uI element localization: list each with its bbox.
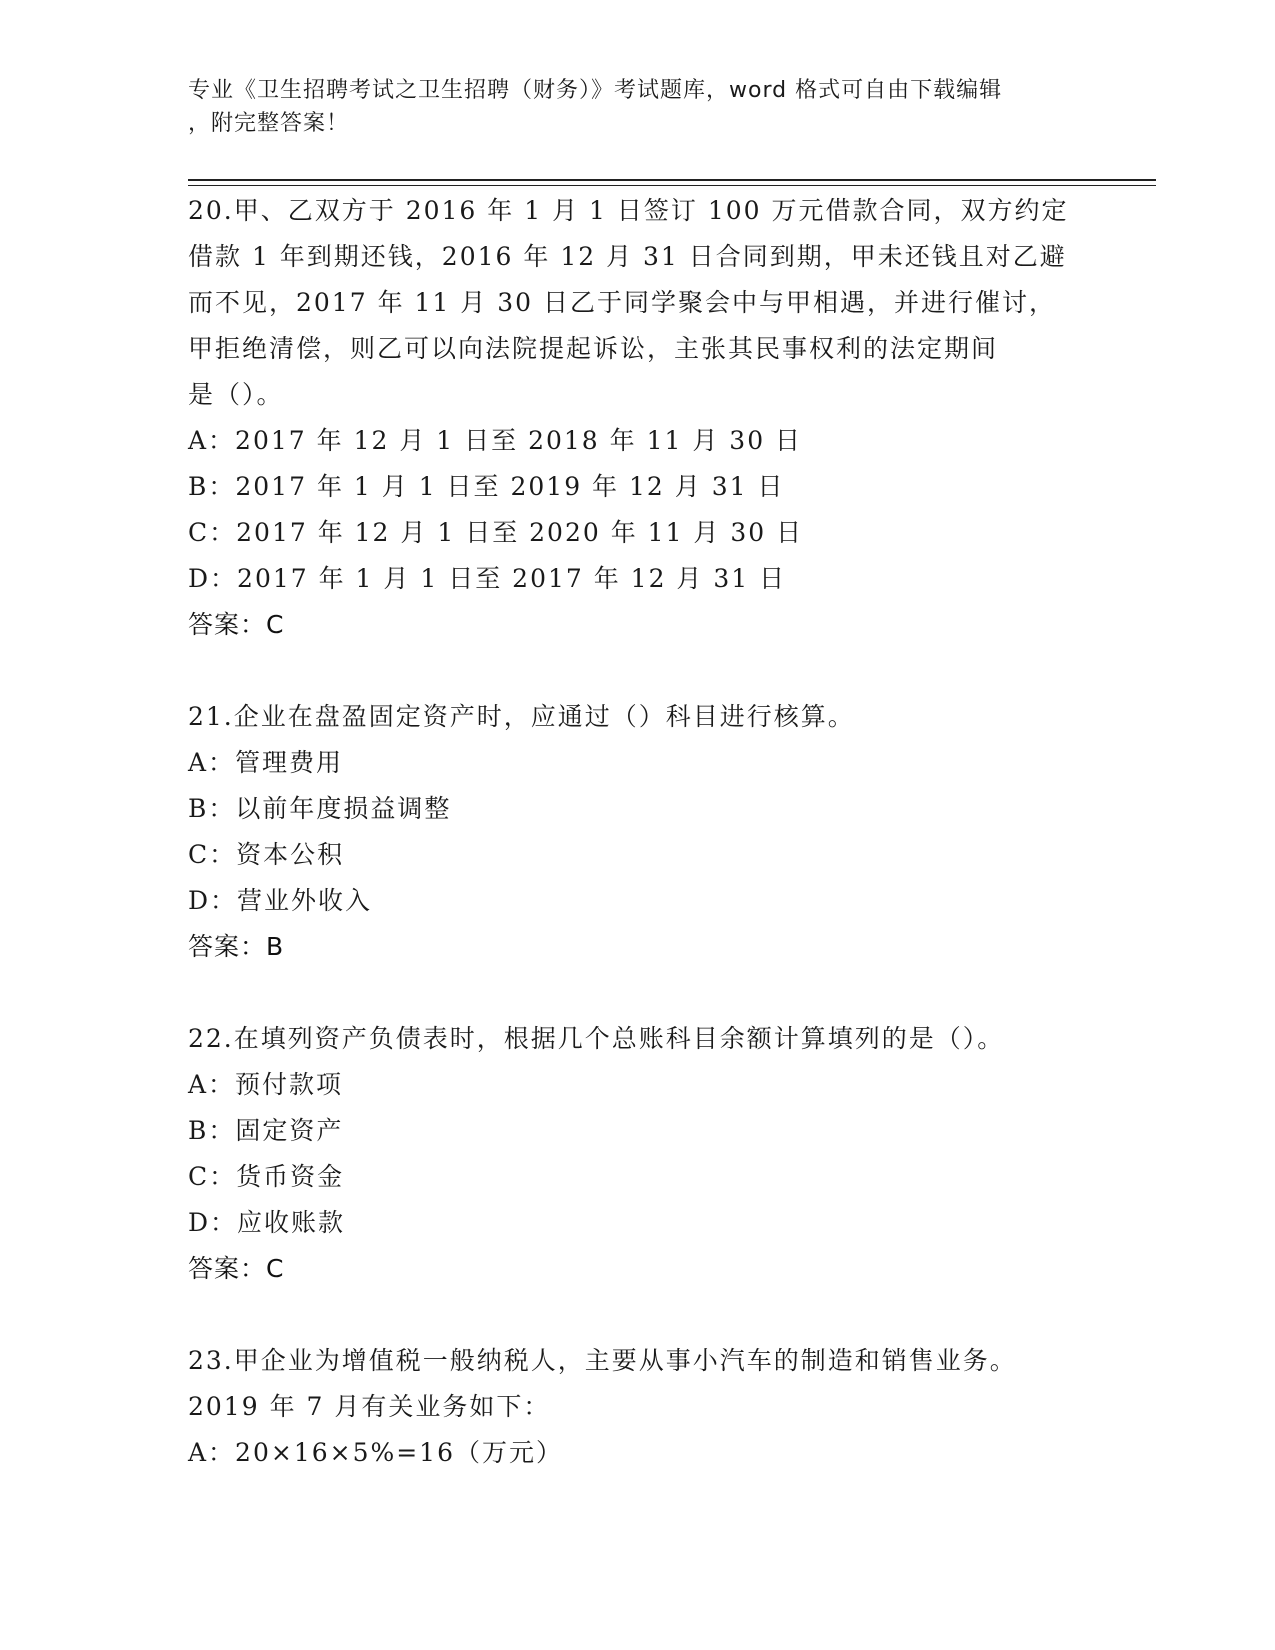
header-divider-thick — [188, 179, 1156, 181]
option-b: B：固定资产 — [188, 1116, 344, 1145]
question-20 — [188, 188, 1088, 648]
option-d: D：应收账款 — [188, 1208, 346, 1237]
answer-label: 答案：B — [188, 932, 285, 961]
option-d: D：营业外收入 — [188, 886, 373, 915]
option-b: B：以前年度损益调整 — [188, 794, 452, 823]
option-c: C：货币资金 — [188, 1162, 345, 1191]
question-spacer — [188, 1292, 1088, 1338]
question-stem-line: 21.企业在盘盈固定资产时，应通过（）科目进行核算。 — [188, 702, 855, 731]
answer-label: 答案：C — [188, 1254, 285, 1283]
question-stem-line: 而不见，2017 年 11 月 30 日乙于同学聚会中与甲相遇，并进行催讨， — [188, 288, 1056, 317]
question-stem-line: 是（）。 — [188, 380, 284, 409]
question-stem-line: 23.甲企业为增值税一般纳税人，主要从事小汽车的制造和销售业务。 — [188, 1346, 1017, 1375]
answer-label: 答案：C — [188, 610, 285, 639]
question-stem-line: 2019 年 7 月有关业务如下： — [188, 1392, 551, 1421]
question-22 — [188, 1016, 1088, 1292]
document-header — [188, 74, 1088, 140]
header-divider-thin — [188, 185, 1156, 186]
option-b: B：2017 年 1 月 1 日至 2019 年 12 月 31 日 — [188, 472, 785, 501]
question-stem-line: 20.甲、乙双方于 2016 年 1 月 1 日签订 100 万元借款合同，双方约定 — [188, 196, 1069, 225]
question-spacer — [188, 648, 1088, 694]
question-23 — [188, 1338, 1088, 1476]
question-list — [188, 188, 1088, 1476]
option-a: A：2017 年 12 月 1 日至 2018 年 11 月 30 日 — [188, 426, 803, 455]
question-21 — [188, 694, 1088, 970]
question-spacer — [188, 970, 1088, 1016]
option-a: A：20×16×5%=16（万元） — [188, 1438, 563, 1467]
option-d: D：2017 年 1 月 1 日至 2017 年 12 月 31 日 — [188, 564, 787, 593]
question-stem-line: 借款 1 年到期还钱，2016 年 12 月 31 日合同到期，甲未还钱且对乙避 — [188, 242, 1067, 271]
option-c: C：2017 年 12 月 1 日至 2020 年 11 月 30 日 — [188, 518, 804, 547]
question-stem-line: 22.在填列资产负债表时，根据几个总账科目余额计算填列的是（）。 — [188, 1024, 1005, 1053]
option-a: A：管理费用 — [188, 748, 344, 777]
header-line-1: 专业《卫生招聘考试之卫生招聘（财务）》考试题库，word 格式可自由下载编辑 — [188, 78, 1003, 103]
header-line-2: ，附完整答案！ — [188, 111, 350, 136]
option-c: C：资本公积 — [188, 840, 345, 869]
option-a: A：预付款项 — [188, 1070, 344, 1099]
question-stem-line: 甲拒绝清偿，则乙可以向法院提起诉讼，主张其民事权利的法定期间 — [188, 334, 999, 363]
